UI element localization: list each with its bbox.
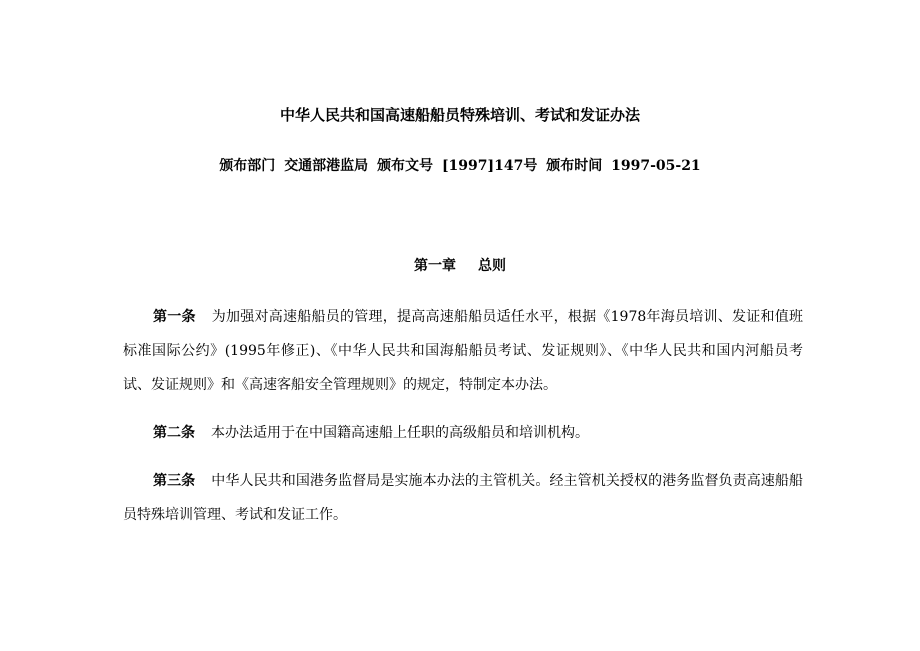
article-1-label: 第一条 bbox=[153, 309, 196, 325]
article-3 bbox=[123, 464, 803, 532]
chapter-number: 第一章 bbox=[414, 258, 456, 274]
issuer-label: 颁布部门 bbox=[219, 158, 276, 174]
article-1 bbox=[123, 300, 803, 402]
chapter-heading bbox=[0, 254, 920, 278]
doc-number-label: 颁布文号 bbox=[377, 158, 434, 174]
article-2 bbox=[123, 416, 803, 450]
issuer-value: 交通部港监局 bbox=[284, 158, 369, 174]
article-3-text: 中华人民共和国港务监督局是实施本办法的主管机关。经主管机关授权的港务监督负责高速船船员特殊培训管理、考试和发证工作。 bbox=[123, 473, 804, 523]
document-title: 中华人民共和国高速船船员特殊培训、考试和发证办法 bbox=[279, 106, 640, 124]
article-2-label: 第二条 bbox=[153, 425, 195, 441]
issuance-info bbox=[0, 154, 920, 178]
doc-number-value: [1997]147号 bbox=[441, 158, 538, 174]
chapter-title: 总则 bbox=[478, 258, 506, 274]
issue-date-value: 1997-05-21 bbox=[611, 158, 701, 174]
article-3-label: 第三条 bbox=[153, 473, 196, 489]
article-1-text: 为加强对高速船船员的管理，提高高速船船员适任水平，根据《1978年海员培训、发证和值班标准国际公约》(1995年修正)、《中华人民共和国海船船员考试、发证规则》、《中华人民共和国内河船员考试、发证规则》和《高速客船安全管理规则》的规定，特制定本办法。 bbox=[123, 309, 803, 393]
articles-section bbox=[123, 300, 803, 546]
article-2-text: 本办法适用于在中国籍高速船上任职的高级船员和培训机构。 bbox=[211, 425, 589, 441]
issue-date-label: 颁布时间 bbox=[546, 158, 603, 174]
